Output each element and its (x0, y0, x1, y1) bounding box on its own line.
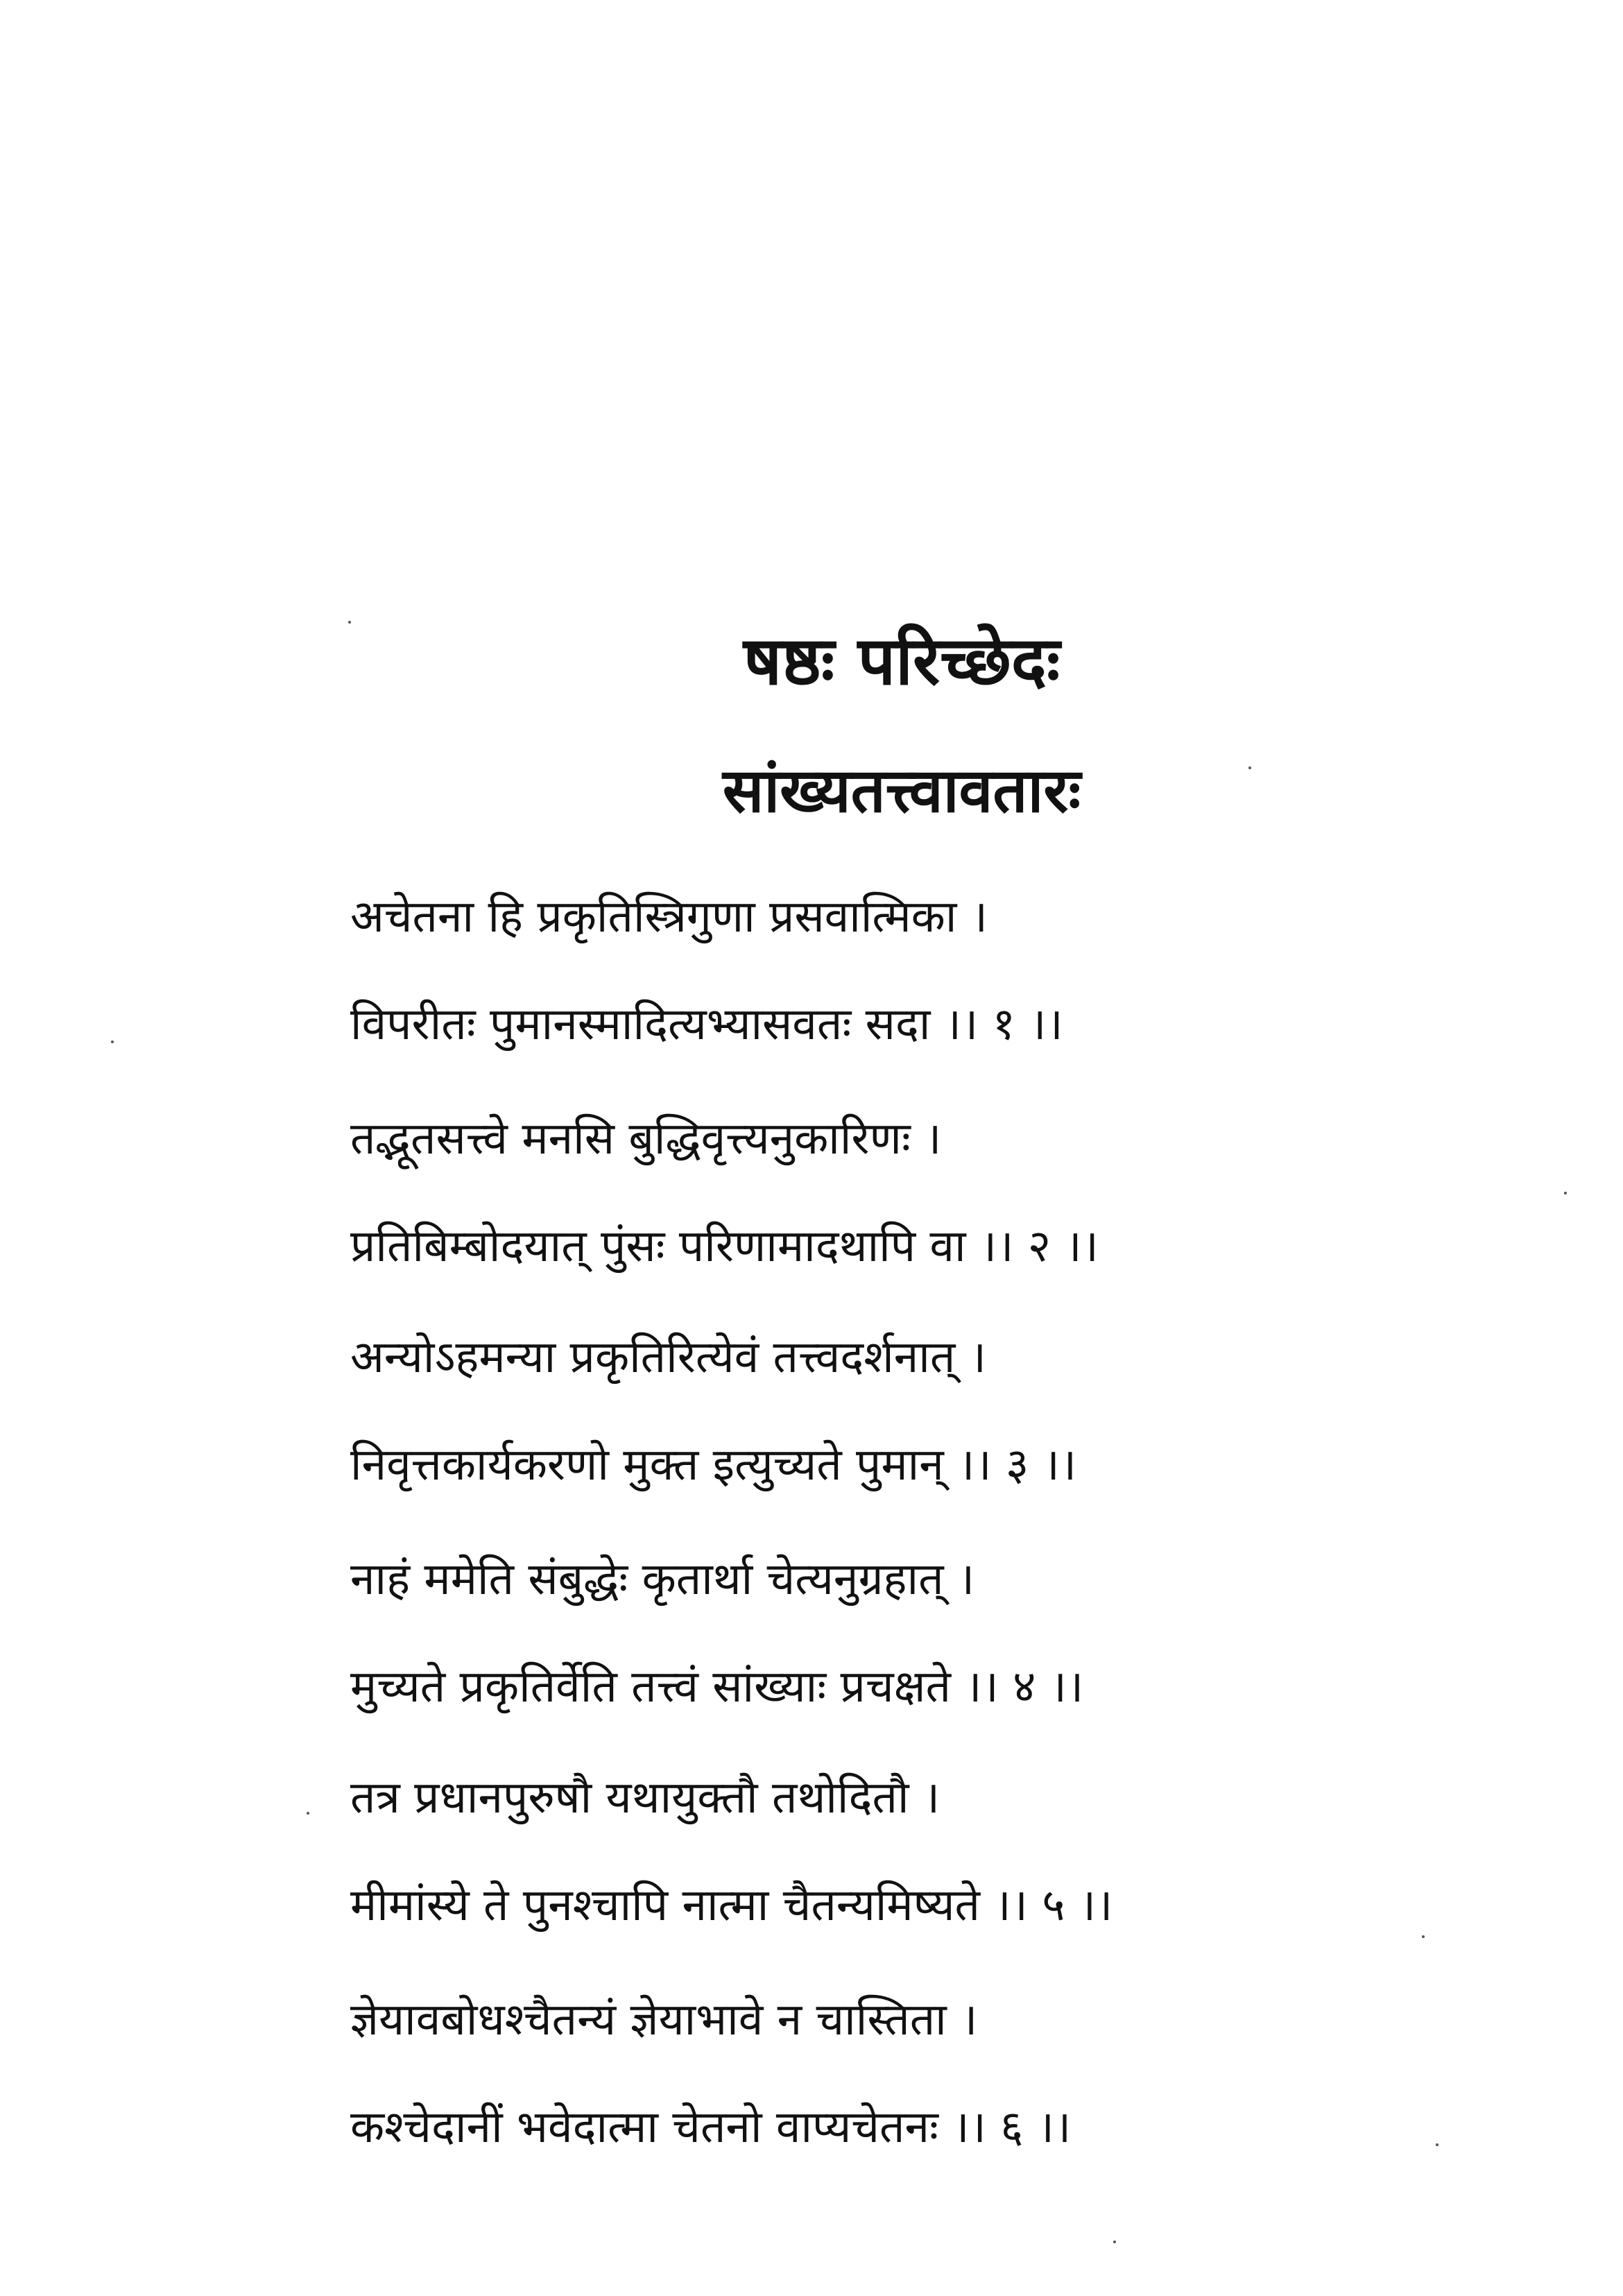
scan-speck (111, 1040, 114, 1043)
verse-1-line-2: विपरीतः पुमानस्मादित्यभ्यासवतः सदा ।। १ ।। (350, 999, 1063, 1050)
scan-speck (1248, 766, 1251, 769)
chapter-title: षष्ठः परिच्छेदः (743, 622, 1060, 700)
scan-speck (1422, 1935, 1425, 1938)
scan-speck (1113, 2241, 1116, 2243)
verse-5-line-2: मीमांस्ये ते पुनश्चापि नात्मा चैतन्यमिष्यते ।। ५ ।। (350, 1880, 1113, 1931)
scan-speck (307, 1812, 309, 1815)
verse-6-line-2: कश्चेदानीं भवेदात्मा चेतनो वाप्यचेतनः ।। ६ ।। (350, 2102, 1072, 2153)
scan-speck (1564, 1192, 1567, 1194)
scan-speck (1436, 2143, 1439, 2146)
verse-3-line-1: अन्योऽहमन्या प्रकृतिरित्येवं तत्त्वदर्शनात् । (350, 1332, 986, 1383)
verse-4-line-1: नाहं ममेति संबुद्धेः कृतार्था चेत्यनुग्रहात् । (350, 1554, 975, 1605)
scan-speck (348, 621, 351, 624)
verse-4-line-2: मुच्यते प्रकृतिर्वेति तत्त्वं सांख्याः प्रचक्षते ।। ४ ।। (350, 1661, 1084, 1713)
verse-2-line-1: तद्भूतसत्त्वे मनसि बुद्धिवृत्त्यनुकारिणः । (350, 1113, 942, 1165)
section-title: सांख्यतत्त्वावतारः (722, 754, 1081, 826)
verse-3-line-2: निवृत्तकार्यकरणो मुक्त इत्युच्यते पुमान् ।। ३ ।। (350, 1439, 1077, 1491)
verse-2-line-2: प्रतिबिम्बोदयात् पुंसः परिणामादथापि वा ।। २ ।। (350, 1221, 1099, 1272)
verse-1-line-1: अचेतना हि प्रकृतिस्त्रिगुणा प्रसवात्मिका । (350, 891, 988, 943)
verse-5-line-1: तत्र प्रधानपुरुषौ यथायुक्तौ तथोदितौ । (350, 1772, 941, 1824)
verse-6-line-1: ज्ञेयावबोधश्चैतन्यं ज्ञेयाभावे न चास्तिता । (350, 1994, 978, 2046)
